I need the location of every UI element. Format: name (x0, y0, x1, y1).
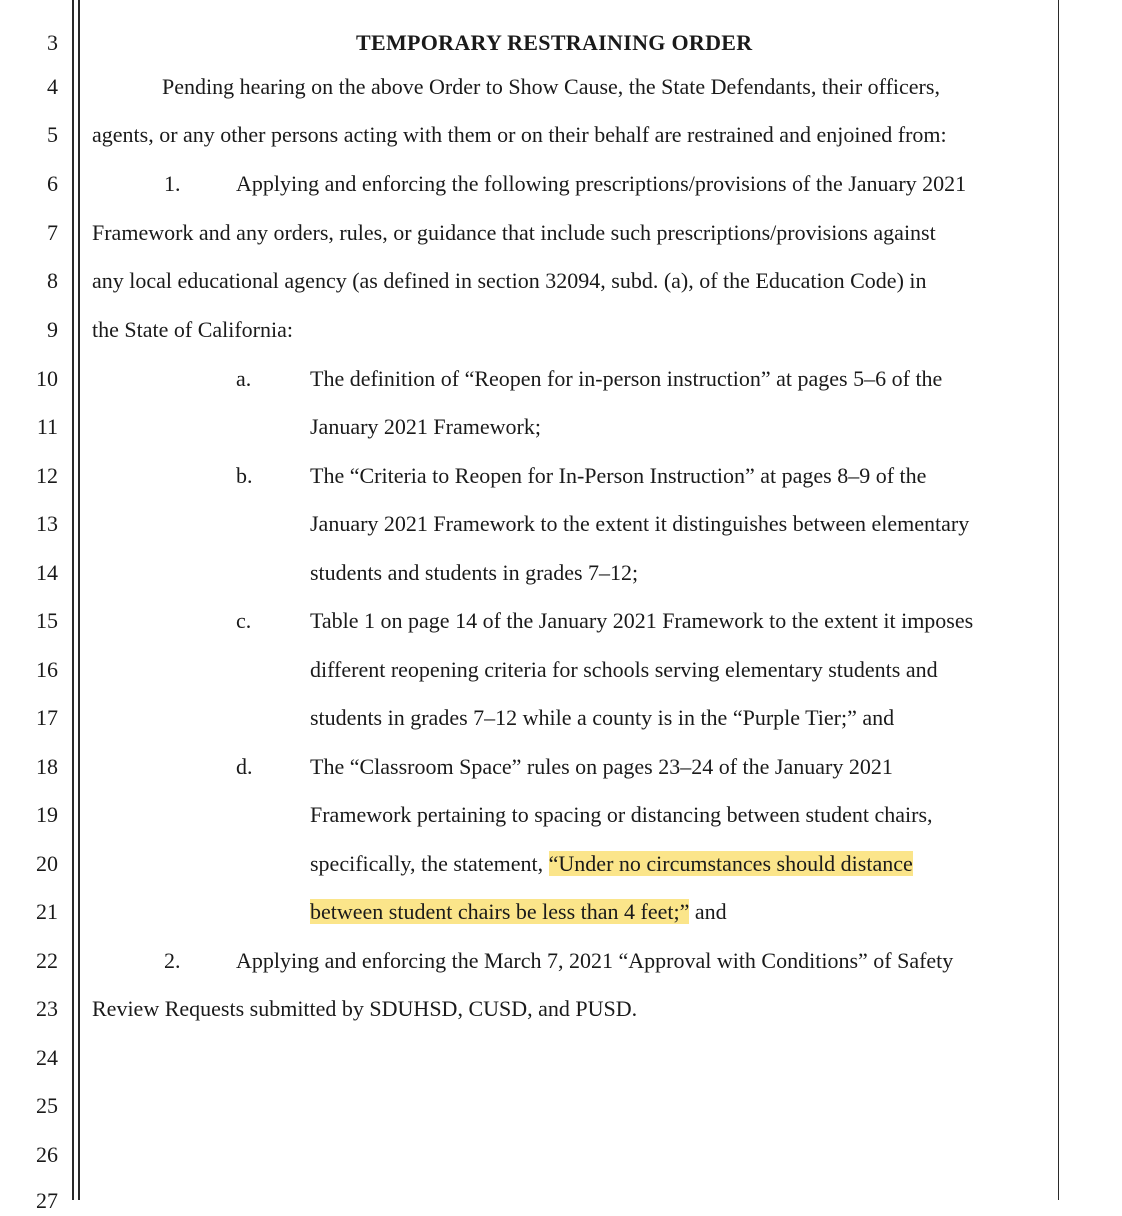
line-number: 6 (47, 171, 58, 196)
intro-line: agents, or any other persons acting with them or on their behalf are restrained and enjoined from: (92, 122, 947, 147)
line-number: 4 (47, 74, 58, 99)
subitem-line: Framework pertaining to spacing or distancing between student chairs, (310, 802, 933, 827)
line-number: 22 (36, 948, 58, 973)
subitem-label: b. (236, 463, 253, 488)
line-number: 17 (36, 705, 58, 730)
document-heading: TEMPORARY RESTRAINING ORDER (356, 30, 753, 55)
line-number: 26 (36, 1142, 58, 1167)
subitem-label: d. (236, 754, 253, 779)
line-number: 8 (47, 268, 58, 293)
line-number: 21 (36, 899, 58, 924)
subitem-line: Table 1 on page 14 of the January 2021 Framework to the extent it imposes (310, 608, 974, 633)
item-number: 2. (164, 948, 181, 973)
subitem-line: January 2021 Framework to the extent it distinguishes between elementary (310, 511, 970, 536)
subitem-label: a. (236, 366, 252, 391)
subitem-line: The “Criteria to Reopen for In-Person Instruction” at pages 8–9 of the (310, 463, 927, 488)
subitem-line: students in grades 7–12 while a county is in the “Purple Tier;” and (310, 705, 895, 730)
subitem-text: specifically, the statement, (310, 851, 549, 876)
item-line: any local educational agency (as defined in section 32094, subd. (a), of the Education Code) in (92, 268, 927, 293)
left-margin-rule (72, 0, 74, 1200)
line-number: 20 (36, 851, 58, 876)
item-line: Review Requests submitted by SDUHSD, CUSD, and PUSD. (92, 996, 638, 1021)
line-number: 5 (47, 122, 58, 147)
subitem-line: different reopening criteria for schools serving elementary students and (310, 657, 938, 682)
subitem-line: The “Classroom Space” rules on pages 23–24 of the January 2021 (310, 754, 893, 779)
line-number: 12 (36, 463, 58, 488)
right-margin-rule (1058, 0, 1059, 1200)
line-number: 23 (36, 996, 58, 1021)
subitem-line: January 2021 Framework; (310, 414, 541, 439)
intro-line: Pending hearing on the above Order to Show Cause, the State Defendants, their officers, (162, 74, 940, 99)
line-number: 3 (47, 30, 58, 55)
line-number: 25 (36, 1093, 58, 1118)
line-number: 7 (47, 220, 58, 245)
line-number: 18 (36, 754, 58, 779)
line-number: 13 (36, 511, 58, 536)
item-line: Framework and any orders, rules, or guidance that include such prescriptions/provisions against (92, 220, 936, 245)
line-number: 16 (36, 657, 58, 682)
subitem-line (310, 897, 727, 927)
subitem-line: students and students in grades 7–12; (310, 560, 639, 585)
line-number: 15 (36, 608, 58, 633)
subitem-line (310, 849, 913, 879)
item-number: 1. (164, 171, 181, 196)
line-number: 9 (47, 317, 58, 342)
left-margin-rule-inner (78, 0, 80, 1200)
highlighted-quote: “Under no circumstances should distance (548, 851, 913, 876)
line-number: 14 (36, 560, 58, 585)
item-line: Applying and enforcing the March 7, 2021 “Approval with Conditions” of Safety (236, 948, 954, 973)
line-number: 24 (36, 1045, 58, 1070)
line-number: 11 (36, 414, 58, 439)
subitem-line: The definition of “Reopen for in-person instruction” at pages 5–6 of the (310, 366, 943, 391)
highlighted-quote: between student chairs be less than 4 feet;” (310, 899, 690, 924)
subitem-text: and (689, 899, 727, 924)
subitem-label: c. (236, 608, 252, 633)
item-line: Applying and enforcing the following prescriptions/provisions of the January 2021 (236, 171, 967, 196)
line-number: 19 (36, 802, 58, 827)
line-number: 10 (36, 366, 58, 391)
line-number: 27 (36, 1188, 58, 1213)
item-line: the State of California: (92, 317, 293, 342)
